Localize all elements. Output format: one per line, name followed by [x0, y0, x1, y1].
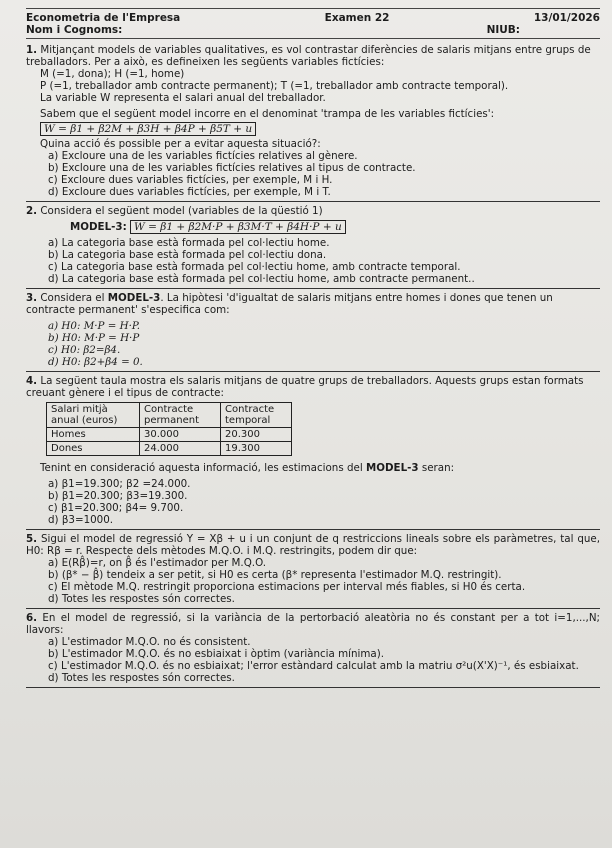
question-text: Considera el següent model (variables de la qüestió 1): [40, 205, 323, 217]
divider: [26, 529, 600, 530]
model-reference: MODEL-3: [107, 292, 161, 304]
question-number: 4.: [26, 375, 38, 387]
variable-def: La variable W representa el salari anual del treballador.: [40, 92, 326, 104]
answer-option[interactable]: d) Excloure dues variables fictícies, per exemple, M i T.: [48, 186, 331, 198]
answer-option[interactable]: b) L'estimador M.Q.O. és no esbiaixat i òptim (variància mínima).: [48, 648, 385, 660]
question-text: . La hipòtesi 'd'igualtat de salaris mitjans entre homes i dones que tenen un contracte permanent' s'especifica com:: [26, 292, 553, 316]
table-row: [47, 428, 292, 442]
answer-option[interactable]: c) La categoria base està formada pel col·lectiu home, amb contracte temporal.: [48, 261, 461, 273]
table-header: Salari mitjà anual (euros): [47, 403, 140, 428]
answer-option[interactable]: c) β1=20.300; β4= 9.700.: [48, 502, 184, 514]
answer-option[interactable]: c) Excloure dues variables fictícies, per exemple, M i H.: [48, 174, 333, 186]
table-cell: 20.300: [221, 428, 292, 442]
answer-option[interactable]: d) Totes les respostes són correctes.: [48, 593, 235, 605]
exam-date: 13/01/2026: [533, 12, 600, 24]
question-6: [26, 612, 600, 684]
question-4: [26, 375, 600, 526]
question-number: 6.: [26, 612, 38, 624]
exam-title: Examen 22: [324, 12, 390, 24]
answer-option[interactable]: d) Totes les respostes són correctes.: [48, 672, 235, 684]
table-row: [47, 442, 292, 456]
question-5: [26, 533, 600, 605]
question-number: 5.: [26, 533, 38, 545]
answer-option[interactable]: a) La categoria base està formada pel col·lectiu home.: [48, 237, 330, 249]
table-cell: 30.000: [140, 428, 221, 442]
answer-option[interactable]: b) Excloure una de les variables fictícies relatives al tipus de contracte.: [48, 162, 416, 174]
table-cell: Dones: [47, 442, 140, 456]
question-2: [26, 205, 600, 285]
question-3: [26, 292, 600, 368]
answer-option[interactable]: d) H0: β2+β4 = 0.: [48, 356, 143, 368]
table-cell: 24.000: [140, 442, 221, 456]
answer-option[interactable]: b) β1=20.300; β3=19.300.: [48, 490, 188, 502]
answer-option[interactable]: b) H0: M·P = H·P: [48, 332, 140, 344]
question-text: La següent taula mostra els salaris mitjans de quatre grups de treballadors. Aquests grups estan formats creuant gènere i el tipus de contracte:: [26, 375, 584, 399]
answer-option[interactable]: c) H0: β2=β4.: [48, 344, 121, 356]
model-reference: MODEL-3: [365, 462, 419, 474]
question-text: En el model de regressió, si la variància de la pertorbació aleatòria no és constant per a tot i=1,...,N; llavors:: [26, 612, 600, 636]
variable-def: M (=1, dona); H (=1, home): [40, 68, 185, 80]
question-intro: Sabem que el següent model incorre en el denominat 'trampa de les variables fictícies':: [40, 108, 495, 120]
question-prompt: Quina acció és possible per a evitar aquesta situació?:: [40, 138, 321, 150]
answer-option[interactable]: a) β1=19.300; β2 =24.000.: [48, 478, 191, 490]
model-formula: W = β1 + β2M·P + β3M·T + β4H·P + u: [130, 220, 346, 234]
name-label: Nom i Cognoms:: [26, 24, 123, 36]
question-number: 2.: [26, 205, 38, 217]
exam-header-top: [26, 8, 600, 24]
answer-option[interactable]: c) El mètode M.Q. restringit proporciona estimacions per interval més fiables, si H0 és certa.: [48, 581, 526, 593]
variable-def: P (=1, treballador amb contracte permanent); T (=1, treballador amb contracte temporal).: [40, 80, 509, 92]
answer-option[interactable]: a) L'estimador M.Q.O. no és consistent.: [48, 636, 251, 648]
table-header: Contracte temporal: [221, 403, 292, 428]
subject-title: Econometria de l'Empresa: [26, 12, 181, 24]
table-header: Contracte permanent: [140, 403, 221, 428]
question-1: [26, 44, 600, 198]
answer-option[interactable]: a) H0: M·P = H·P.: [48, 320, 140, 332]
question-number: 3.: [26, 292, 38, 304]
answer-option[interactable]: c) L'estimador M.Q.O. és no esbiaixat; l'error estàndard calculat amb la matriu σ²u(X'X)⁻¹, és esbiaixat.: [48, 660, 579, 672]
question-text: Sigui el model de regressió Y = Xβ + u i un conjunt de q restriccions lineals sobre els paràmetres, tal que, H0: Rβ = r. Respecte dels mètodes M.Q.O. i M.Q. restringits, podem dir que:: [26, 533, 600, 557]
answer-option[interactable]: a) Excloure una de les variables fictícies relatives al gènere.: [48, 150, 358, 162]
answer-option[interactable]: a) E(Rβ̂)=r, on β̂ és l'estimador per M.Q.O.: [48, 557, 267, 569]
divider: [26, 608, 600, 609]
table-header-row: [47, 403, 292, 428]
answer-option[interactable]: b) (β* − β̂) tendeix a ser petit, si H0 es certa (β* representa l'estimador M.Q. restringit).: [48, 569, 502, 581]
salary-table: [46, 402, 292, 456]
divider: [26, 201, 600, 202]
table-cell: 19.300: [221, 442, 292, 456]
answer-option[interactable]: d) La categoria base està formada pel col·lectiu home, amb contracte permanent..: [48, 273, 475, 285]
divider: [26, 288, 600, 289]
exam-header-bottom: [26, 24, 600, 39]
answer-option[interactable]: d) β3=1000.: [48, 514, 114, 526]
model-label: MODEL-3:: [70, 221, 127, 233]
model-formula: W = β1 + β2M + β3H + β4P + β5T + u: [40, 122, 256, 136]
question-number: 1.: [26, 44, 38, 56]
question-text: Mitjançant models de variables qualitatives, es vol contrastar diferències de salaris mitjans entre grups de treballadors. Per a això, es defineixen les següents variables fictícies:: [26, 44, 591, 68]
id-label: NIUB:: [486, 24, 520, 36]
question-text: seran:: [418, 462, 455, 474]
divider: [26, 687, 600, 688]
table-cell: Homes: [47, 428, 140, 442]
divider: [26, 371, 600, 372]
answer-option[interactable]: b) La categoria base està formada pel col·lectiu dona.: [48, 249, 327, 261]
question-text: Considera el: [40, 292, 108, 304]
question-text: Tenint en consideració aquesta informació, les estimacions del: [40, 462, 366, 474]
